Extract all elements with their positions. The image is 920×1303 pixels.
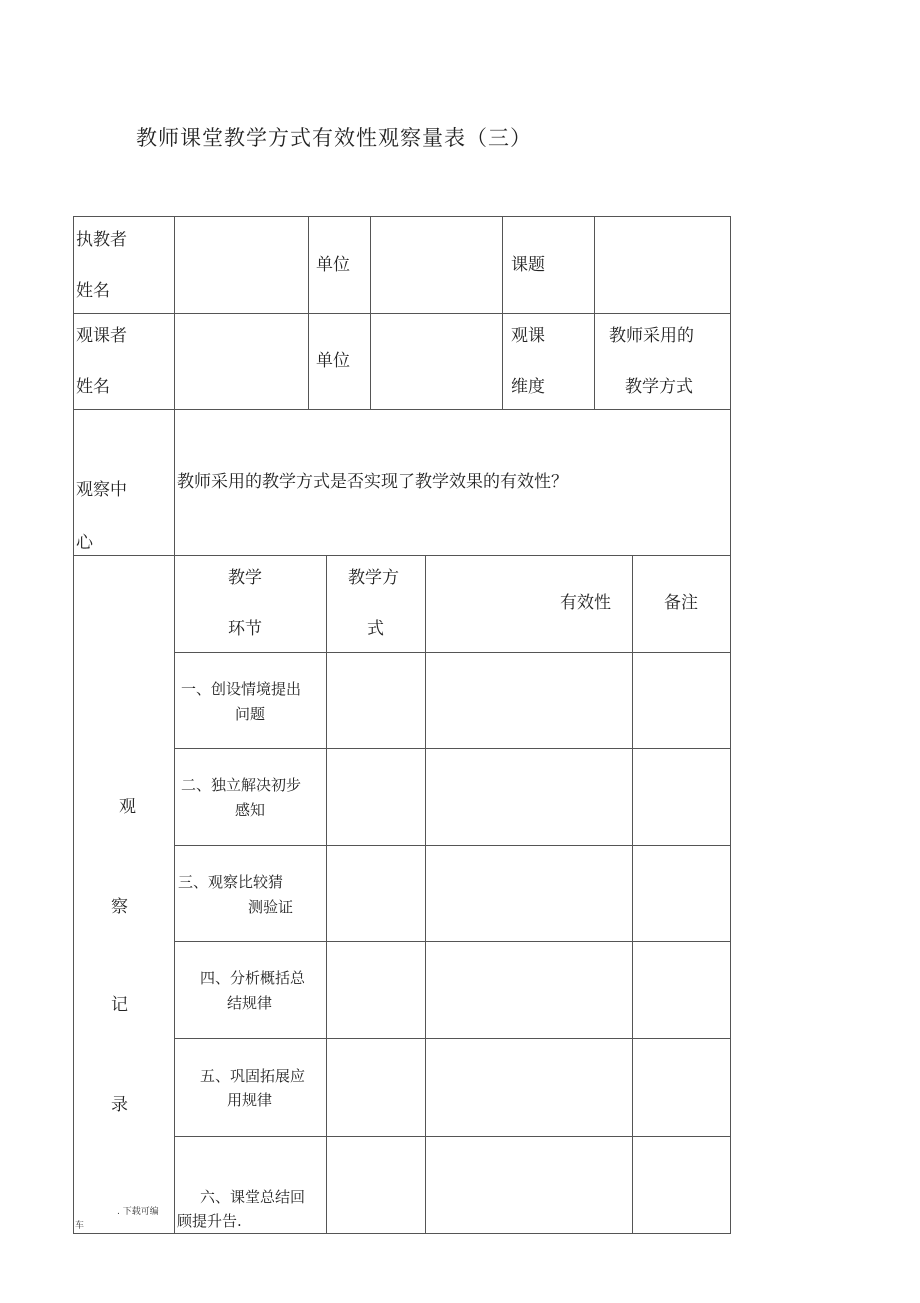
stage-row-3-line1: 三、观察比较猜 [178, 873, 284, 891]
teacher-name-field[interactable] [176, 218, 307, 312]
unit-field-2[interactable] [372, 315, 501, 408]
stage-row-4-line1: 四、分析概括总 [200, 969, 306, 987]
center-label-line2: 心 [76, 533, 93, 553]
footer-note-line2: 车 [75, 1221, 85, 1231]
col-method-line2: 式 [367, 619, 384, 639]
dimension-label-line2: 维度 [511, 377, 545, 397]
col-stage-line1: 教学 [228, 568, 262, 588]
stage-row-2-line1: 二、独立解决初步 [181, 776, 302, 794]
unit-label-2: 单位 [316, 351, 350, 371]
center-label-line1: 观察中 [76, 480, 127, 500]
dimension-value-line2: 教学方式 [625, 377, 693, 397]
teacher-name-label-line2: 姓名 [76, 281, 110, 301]
observer-name-field[interactable] [176, 315, 307, 408]
stage-row-6-line1: 六、课堂总结回 [200, 1188, 306, 1206]
col-stage-line2: 环节 [228, 619, 262, 639]
stage-row-5-line1: 五、巩固拓展应 [200, 1067, 306, 1085]
stage-row-6-line2: 顾提升告. [177, 1212, 242, 1230]
topic-field[interactable] [596, 218, 729, 312]
center-question: 教师采用的教学方式是否实现了教学效果的有效性？ [177, 472, 568, 492]
side-label-char: 察 [111, 897, 128, 917]
stage-row-2-line2: 感知 [235, 801, 266, 819]
footer-note-line1: . 下载可编 [117, 1207, 159, 1217]
stage-row-5-line2: 用规律 [227, 1091, 273, 1109]
stage-row-4-line2: 结规律 [227, 994, 273, 1012]
side-label-char: 录 [111, 1095, 128, 1115]
unit-label: 单位 [316, 255, 350, 275]
col-method-line1: 教学方 [348, 568, 399, 588]
teacher-name-label-line1: 执教者 [76, 230, 127, 250]
topic-label: 课题 [511, 255, 545, 275]
col-effect: 有效性 [560, 593, 611, 613]
stage-row-1-line2: 问题 [235, 705, 266, 723]
observer-name-label-line2: 姓名 [76, 377, 110, 397]
page-title: 教师课堂教学方式有效性观察量表（三） [136, 126, 532, 150]
observer-name-label-line1: 观课者 [76, 326, 127, 346]
dimension-label-line1: 观课 [511, 326, 545, 346]
col-note: 备注 [664, 593, 698, 613]
dimension-value-line1: 教师采用的 [609, 326, 694, 346]
side-label-char: 记 [111, 995, 128, 1015]
stage-row-3-line2: 测验证 [248, 898, 294, 916]
side-label-char: 观 [119, 797, 136, 817]
stage-row-1-line1: 一、创设情境提出 [181, 680, 302, 698]
unit-field[interactable] [372, 218, 501, 312]
